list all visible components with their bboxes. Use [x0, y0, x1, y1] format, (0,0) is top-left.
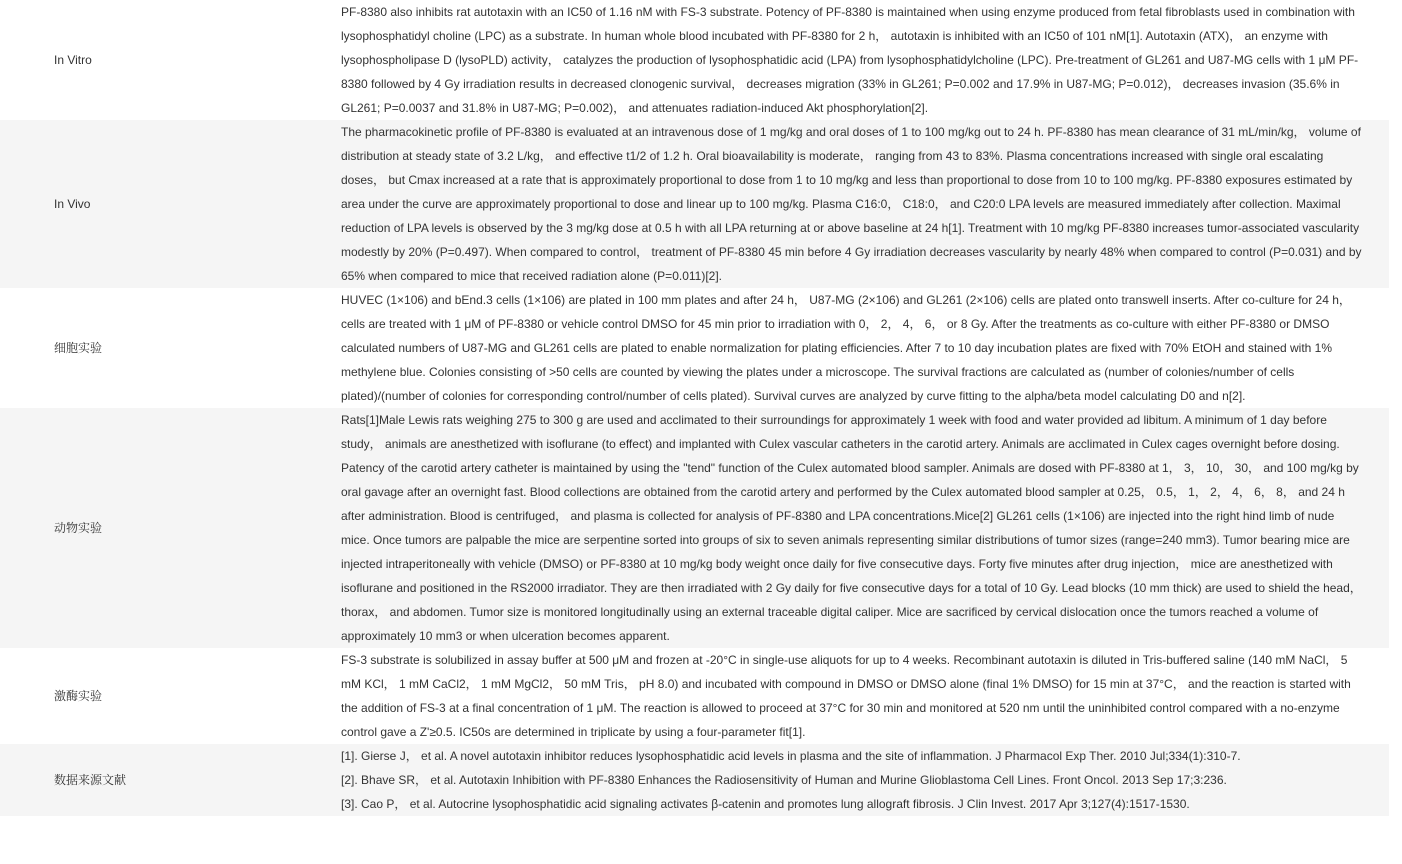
- row-content-kinase-assay: FS-3 substrate is solubilized in assay buffer at 500 μM and frozen at -20°C in single-use aliquots for up to 4 weeks. Recombinant autotaxin is diluted in Tris-buffered saline (140 mM NaCl， 5 mM KCl， 1 mM CaCl2， 1 mM MgCl2， 50 mM Tris， pH 8.0) and incubated with compound in DMSO or DMSO alone (final 1% DMSO) for 15 min at 37°C， and the reaction is started with the addition of FS-3 at a final concentration of 1 μM. The reaction is allowed to proceed at 37°C for 30 min and monitored at 520 nm until the uninhibited control compared with a no-enzyme control gave a Z'≥0.5. IC50s are determined in triplicate by using a four-parameter fit[1].: [341, 653, 1351, 739]
- row-label-animal-experiment: 动物实验: [54, 521, 103, 535]
- row-references: [0, 744, 1389, 816]
- row-label-in-vivo: In Vivo: [54, 197, 91, 211]
- row-in-vitro: [0, 0, 1389, 120]
- row-content-cell-assay: HUVEC (1×106) and bEnd.3 cells (1×106) are plated in 100 mm plates and after 24 h， U87-MG (2×106) and GL261 (2×106) cells are plated onto transwell inserts. After co-culture for 24 h， cells are treated with 1 μM of PF-8380 or vehicle control DMSO for 45 min prior to irradiation with 0， 2， 4， 6， or 8 Gy. After the treatments as co-culture with either PF-8380 or DMSO calculated numbers of U87-MG and GL261 cells are plated to enable normalization for plating efficiencies. After 7 to 10 day incubation plates are fixed with 70% EtOH and stained with 1% methylene blue. Colonies consisting of >50 cells are counted by viewing the plates under a microscope. The survival fractions are calculated as (number of colonies/number of cells plated)/(number of colonies for corresponding control/number of cells plated). Survival curves are analyzed by curve fitting to the alpha/beta model calculating D0 and n[2].: [341, 293, 1351, 403]
- row-content-in-vivo: The pharmacokinetic profile of PF-8380 is evaluated at an intravenous dose of 1 mg/kg and oral doses of 1 to 100 mg/kg out to 24 h. PF-8380 has mean clearance of 31 mL/min/kg， volume of distribution at steady state of 3.2 L/kg， and effective t1/2 of 1.2 h. Oral bioavailability is moderate， ranging from 43 to 83%. Plasma concentrations increased with single oral escalating doses， but Cmax increased at a rate that is approximately proportional to dose from 1 to 10 mg/kg and less than proportional to dose from 10 to 100 mg/kg. PF-8380 exposures estimated by area under the curve are approximately proportional to dose and linear up to 100 mg/kg. Plasma C16:0， C18:0， and C20:0 LPA levels are measured immediately after collection. Maximal reduction of LPA levels is observed by the 3 mg/kg dose at 0.5 h with all LPA returning at or above baseline at 24 h[1]. Treatment with 10 mg/kg PF-8380 increases tumor-associated vascularity modestly by 20% (P=0.497). When compared to control， treatment of PF-8380 45 min before 4 Gy irradiation decreases vascularity by nearly 48% when compared to control (P=0.031) and by 65% when compared to mice that received radiation alone (P=0.011)[2].: [341, 125, 1362, 283]
- row-animal-experiment: [0, 408, 1389, 648]
- row-label-references: 数据来源文献: [54, 773, 127, 787]
- row-cell-assay: [0, 288, 1389, 408]
- reference-item: [1]. Gierse J， et al. A novel autotaxin inhibitor reduces lysophosphatidic acid levels in plasma and the site of inflammation. J Pharmacol Exp Ther. 2010 Jul;334(1):310-7.: [341, 749, 1241, 763]
- row-content-animal-experiment: Rats[1]Male Lewis rats weighing 275 to 300 g are used and acclimated to their surroundings for approximately 1 week with food and water provided ad libitum. A minimum of 1 day before study， animals are anesthetized with isoflurane (to effect) and implanted with Culex vascular catheters in the carotid artery. Animals are acclimated in Culex cages overnight before dosing. Patency of the carotid artery catheter is maintained by using the "tend" function of the Culex automated blood sampler. Animals are dosed with PF-8380 at 1， 3， 10， 30， and 100 mg/kg by oral gavage after an overnight fast. Blood collections are obtained from the carotid artery and performed by the Culex automated blood sampler at 0.25， 0.5， 1， 2， 4， 6， 8， and 24 h after administration. Blood is centrifuged， and plasma is collected for analysis of PF-8380 and LPA concentrations.Mice[2] GL261 cells (1×106) are injected into the right hind limb of nude mice. Once tumors are palpable the mice are serpentine sorted into groups of six to seven animals representing similar distributions of tumor sizes (range=240 mm3). Tumor bearing mice are injected intraperitoneally with vehicle (DMSO) or PF-8380 at 10 mg/kg body weight once daily for five consecutive days. Forty five minutes after drug injection， mice are anesthetized with isoflurane and positioned in the RS2000 irradiator. They are then irradiated with 2 Gy daily for five consecutive days for a total of 10 Gy. Lead blocks (10 mm thick) are used to shield the head， thorax， and abdomen. Tumor size is monitored longitudinally using an external traceable digital caliper. Mice are sacrificed by cervical dislocation once the tumors reached a volume of approximately 10 mm3 or when ulceration becomes apparent.: [341, 413, 1362, 643]
- row-label-in-vitro: In Vitro: [54, 53, 92, 67]
- row-kinase-assay: [0, 648, 1389, 744]
- row-label-kinase-assay: 激酶实验: [54, 689, 103, 703]
- row-content-in-vitro: PF-8380 also inhibits rat autotaxin with an IC50 of 1.16 nM with FS-3 substrate. Potency of PF-8380 is maintained when using enzyme produced from fetal fibroblasts used in combination with lysophosphatidyl choline (LPC) as a substrate. In human whole blood incubated with PF-8380 for 2 h， autotaxin is inhibited with an IC50 of 101 nM[1]. Autotaxin (ATX)， an enzyme with lysophospholipase D (lysoPLD) activity， catalyzes the production of lysophosphatidic acid (LPA) from lysophosphatidylcholine (LPC). Pre-treatment of GL261 and U87-MG cells with 1 μM PF-8380 followed by 4 Gy irradiation results in decreased clonogenic survival， decreases migration (33% in GL261; P=0.002 and 17.9% in U87-MG; P=0.012)， decreases invasion (35.6% in GL261; P=0.0037 and 31.8% in U87-MG; P=0.002)， and attenuates radiation-induced Akt phosphorylation[2].: [341, 5, 1359, 115]
- row-label-cell-assay: 细胞实验: [54, 341, 103, 355]
- reference-item: [2]. Bhave SR， et al. Autotaxin Inhibition with PF-8380 Enhances the Radiosensitivity of Human and Murine Glioblastoma Cell Lines. Front Oncol. 2013 Sep 17;3:236.: [341, 773, 1227, 787]
- references-list: [341, 744, 1389, 816]
- row-in-vivo: [0, 120, 1389, 288]
- reference-item: [3]. Cao P， et al. Autocrine lysophosphatidic acid signaling activates β-catenin and promotes lung allograft fibrosis. J Clin Invest. 2017 Apr 3;127(4):1517-1530.: [341, 797, 1190, 811]
